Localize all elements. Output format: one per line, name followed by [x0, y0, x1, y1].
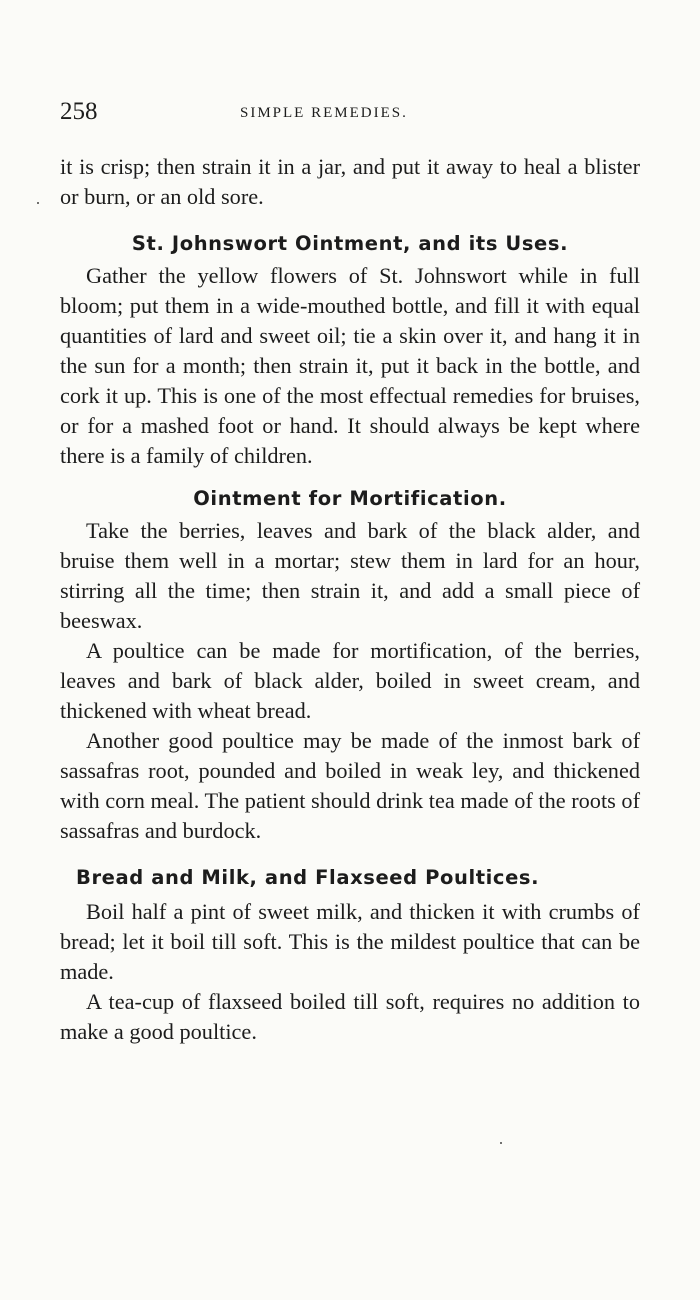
page-header	[60, 98, 640, 128]
paragraph: Gather the yellow flowers of St. Johnswort while in full bloom; put them in a wide-mouthed bottle, and fill it with equal quantities of lard and sweet oil; tie a skin over it, and hang it in the sun for a month; then strain it, put it back in the bottle, and cork it up. This is one of the most effectual remedies for bruises, or for a mashed foot or hand. It should always be kept where there is a family of children.	[60, 263, 640, 468]
paragraph: Take the berries, leaves and bark of the black alder, and bruise them well in a mortar; stew them in lard for an hour, stirring all the time; then strain it, and add a small piece of beeswax.	[60, 518, 640, 633]
continuation-paragraph: it is crisp; then strain it in a jar, and put it away to heal a blister or burn, or an old sore.	[60, 154, 640, 209]
paragraph: A poultice can be made for mortification, of the berries, leaves and bark of black alder, boiled in sweet cream, and thickened with wheat bread.	[60, 638, 640, 723]
paragraph: Another good poultice may be made of the inmost bark of sassafras root, pounded and boiled in weak ley, and thickened with corn meal. The patient should drink tea made of the roots of sassafras and burdock.	[60, 728, 640, 843]
page-number: 258	[60, 98, 98, 125]
paragraph: Boil half a pint of sweet milk, and thicken it with crumbs of bread; let it boil till soft. This is the mildest poultice that can be made.	[60, 899, 640, 984]
section-heading-st-johnswort: St. Johnswort Ointment, and its Uses.	[131, 232, 569, 255]
print-speck	[37, 202, 39, 204]
section-heading-poultices: Bread and Milk, and Flaxseed Poultices.	[76, 866, 540, 889]
section-heading-mortification: Ointment for Mortification.	[193, 487, 507, 510]
paragraph: A tea-cup of flaxseed boiled till soft, requires no addition to make a good poultice.	[60, 989, 640, 1044]
running-head: SIMPLE REMEDIES.	[240, 105, 408, 121]
body-text	[60, 152, 640, 1047]
print-speck	[500, 1142, 502, 1144]
